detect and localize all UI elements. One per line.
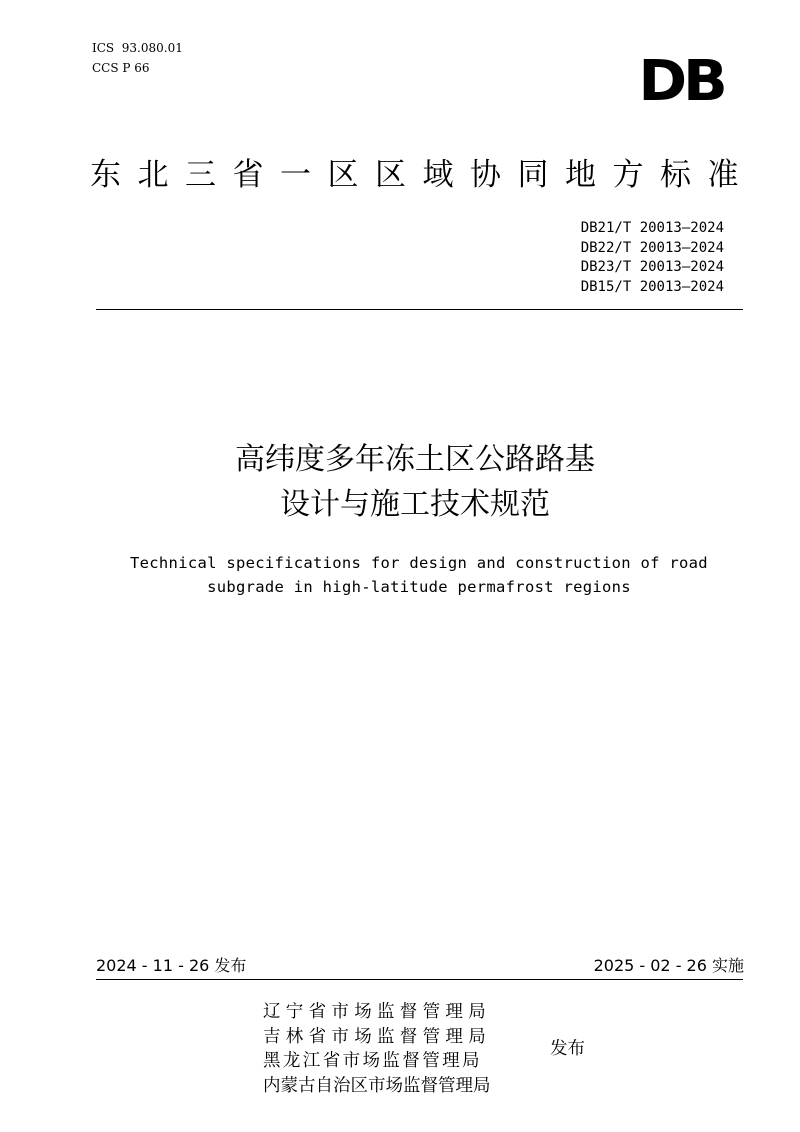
ccs-code: CCS P 66 [92, 61, 150, 75]
issuer-heilongjiang: 黑龙江省市场监督管理局 [263, 1051, 482, 1071]
standard-number-heilongjiang: DB23/T 20013—2024 [580, 259, 724, 275]
standard-number-liaoning: DB21/T 20013—2024 [580, 220, 724, 236]
title-cn-line-1: 高纬度多年冻土区公路路基 [235, 442, 595, 477]
document-title-chinese [0, 437, 800, 527]
standard-number-inner-mongolia: DB15/T 20013—2024 [580, 278, 724, 295]
bottom-divider [96, 979, 743, 980]
title-cn-line-2: 设计与施工技术规范 [280, 487, 550, 522]
document-title-english [0, 551, 800, 599]
standard-category-title: 东北三省一区区域协同地方标准 [90, 157, 755, 193]
classification-codes [92, 38, 183, 78]
issuing-authorities [263, 1000, 491, 1098]
publish-label: 发布 [550, 1039, 585, 1059]
issuer-inner-mongolia: 内蒙古自治区市场监督管理局 [263, 1075, 491, 1096]
db-logo: DB [638, 49, 724, 114]
title-en-line-1: Technical specifications for design and construction of road [130, 554, 708, 572]
standard-number-jilin: DB22/T 20013—2024 [580, 239, 724, 256]
top-divider [96, 309, 743, 310]
issuer-jilin: 吉林省市场监督管理局 [263, 1026, 491, 1047]
title-en-line-2: subgrade in high-latitude permafrost regions [207, 578, 631, 596]
ics-code: ICS 93.080.01 [92, 41, 183, 55]
issuer-liaoning: 辽宁省市场监督管理局 [263, 1002, 491, 1022]
implementation-date: 2025 - 02 - 26 实施 [593, 956, 744, 975]
issue-date: 2024 - 11 - 26 发布 [96, 956, 247, 975]
standard-numbers [581, 219, 724, 297]
